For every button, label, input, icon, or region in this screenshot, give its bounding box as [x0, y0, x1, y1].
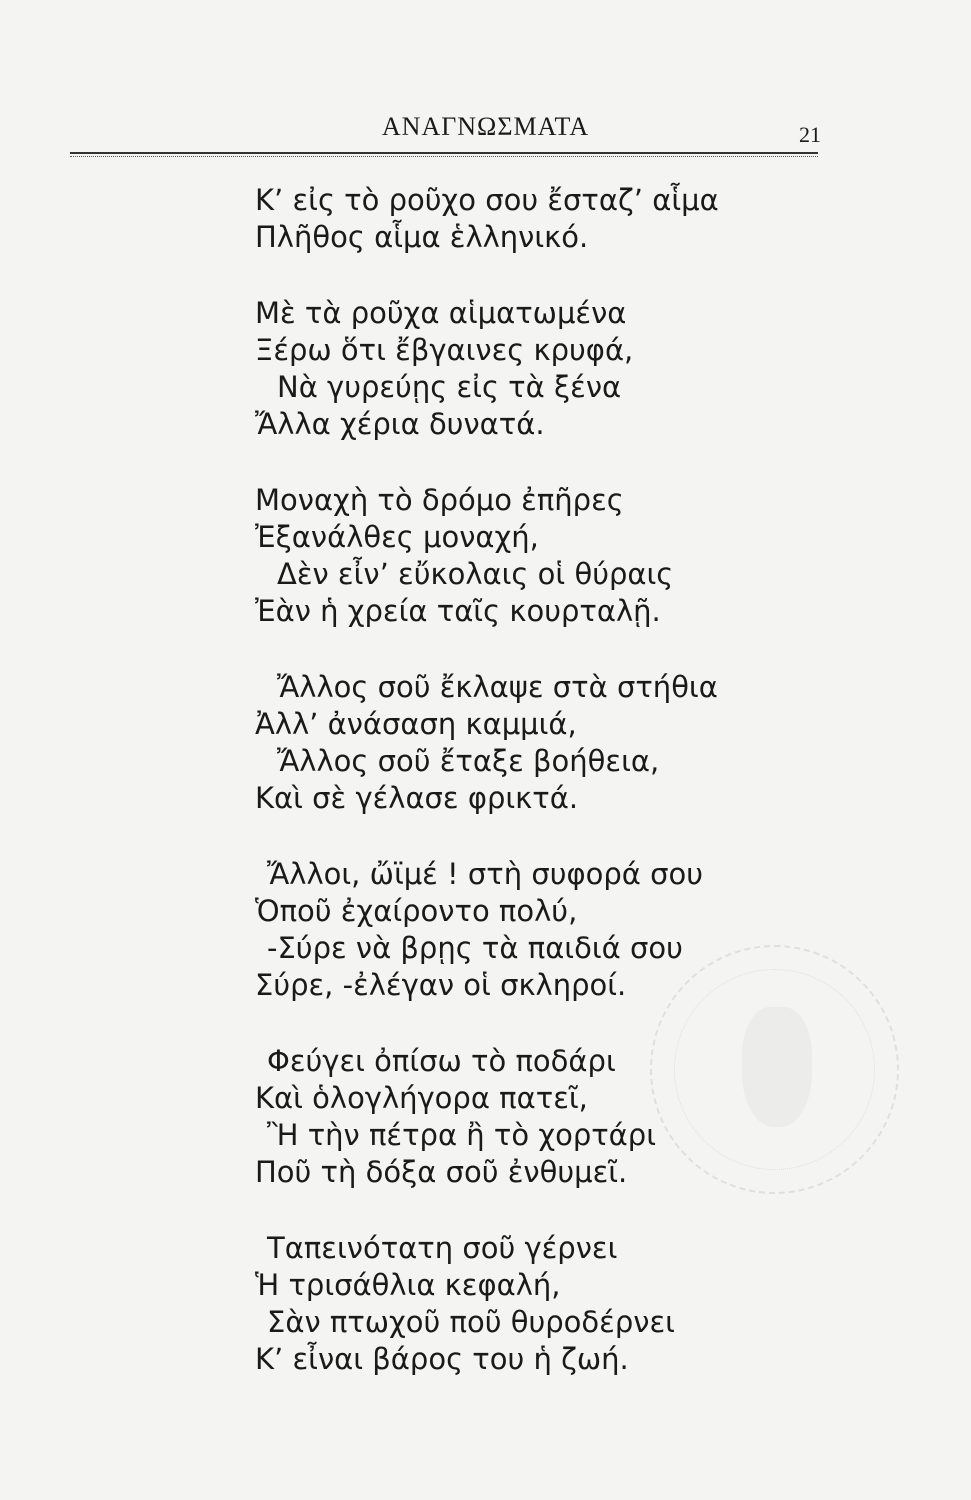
poem-line: Ἡ τρισάθλια κεφαλή,	[255, 1268, 561, 1302]
poem-line: Κ’ εἰς τὸ ροῦχο σου ἔσταζ’ αἷμα	[255, 183, 719, 217]
poem-line: Ἀλλ’ ἀνάσαση καμμιά,	[255, 707, 577, 741]
poem-line: Ἄλλος σοῦ ἔκλαψε στὰ στήθια	[277, 670, 718, 704]
stanza-3	[255, 482, 815, 630]
page-number: 21	[799, 122, 821, 147]
poem-line: Καὶ σὲ γέλασε φρικτά.	[255, 781, 579, 815]
poem-line: Ἐὰν ἡ χρεία ταῖς κουρταλῇ.	[255, 594, 661, 628]
poem-line: Ἐξανάλθες μοναχή,	[255, 520, 539, 554]
stanza-7	[255, 1230, 815, 1378]
poem-line: Ταπεινότατη σοῦ γέρνει	[267, 1231, 618, 1265]
running-header-title: ΑΝΑΓΝΩΣΜΑΤΑ	[381, 112, 590, 141]
stamp-figure-icon	[742, 1007, 812, 1127]
poem-line: Ξέρω ὅτι ἔβγαινες κρυφά,	[255, 333, 634, 367]
stanza-1	[255, 182, 815, 256]
poem-line: Σὰν πτωχοῦ ποῦ θυροδέρνει	[267, 1305, 675, 1339]
poem-line: -Σύρε νὰ βρῃς τὰ παιδιά σου	[267, 931, 683, 965]
stanza-2	[255, 295, 815, 443]
poem-line: Μοναχὴ τὸ δρόμο ἐπῆρες	[255, 483, 624, 517]
poem-line: Πλῆθος αἷμα ἑλληνικό.	[255, 220, 589, 254]
poem-line: Κ’ εἶναι βάρος του ἡ ζωή.	[255, 1342, 629, 1376]
poem-line: Ἄλλοι, ὤϊμέ ! στὴ συφορά σου	[267, 857, 704, 891]
poem-line: Ποῦ τὴ δόξα σοῦ ἐνθυμεῖ.	[255, 1155, 628, 1189]
library-stamp	[650, 945, 899, 1194]
stanza-4	[255, 669, 815, 817]
poem-body	[255, 182, 815, 1417]
poem-line: Ἄλλος σοῦ ἔταξε βοήθεια,	[277, 744, 660, 778]
poem-line: Σύρε, -ἐλέγαν οἱ σκληροί.	[255, 968, 627, 1002]
poem-line: Ἢ τὴν πέτρα ἢ τὸ χορτάρι	[267, 1118, 657, 1152]
poem-line: Φεύγει ὀπίσω τὸ ποδάρι	[267, 1044, 616, 1078]
poem-line: Δὲν εἶν’ εὔκολαις οἱ θύραις	[277, 557, 674, 591]
poem-line: Νὰ γυρεύῃς εἰς τὰ ξένα	[277, 370, 622, 404]
header-rule	[70, 152, 818, 154]
poem-line: Μὲ τὰ ροῦχα αἱματωμένα	[255, 296, 627, 330]
poem-line: Ὁποῦ ἐχαίροντο πολύ,	[255, 894, 578, 928]
poem-line: Καὶ ὁλογλήγορα πατεῖ,	[255, 1081, 588, 1115]
poem-line: Ἄλλα χέρια δυνατά.	[255, 407, 545, 441]
